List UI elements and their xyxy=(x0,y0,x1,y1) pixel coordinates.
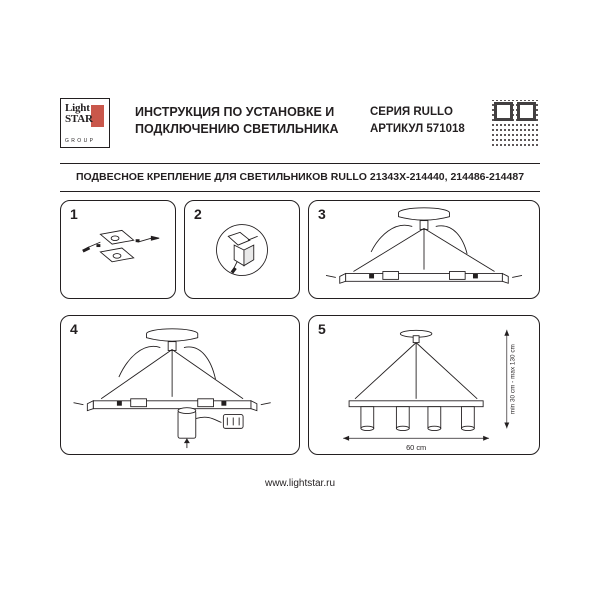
document-header xyxy=(60,98,540,148)
step-1-illustration xyxy=(61,201,175,298)
divider-top xyxy=(60,163,540,164)
height-dimension-label: min 30 cm - max 130 cm xyxy=(509,344,517,415)
series-info xyxy=(370,104,480,138)
logo-text xyxy=(65,103,93,125)
logo-line-1: Light xyxy=(65,102,90,114)
step-4-illustration xyxy=(61,316,299,454)
step-panel-2 xyxy=(184,200,300,299)
step-panel-4 xyxy=(60,315,300,455)
step-panel-5 xyxy=(308,315,540,455)
logo-subtext: GROUP xyxy=(65,138,96,144)
step-panel-3 xyxy=(308,200,540,299)
page-title: ИНСТРУКЦИЯ ПО УСТАНОВКЕ И ПОДКЛЮЧЕНИЮ СВЕТИЛЬНИКА xyxy=(135,105,339,136)
qr-code-icon xyxy=(490,98,540,148)
step-number-5: 5 xyxy=(318,321,326,337)
step-panel-1 xyxy=(60,200,176,299)
step-number-4: 4 xyxy=(70,321,78,337)
product-subtitle: ПОДВЕСНОЕ КРЕПЛЕНИЕ ДЛЯ СВЕТИЛЬНИКОВ RULLO 21343X-214440, 214486-214487 xyxy=(75,171,525,183)
step-number-1: 1 xyxy=(70,206,78,222)
brand-logo xyxy=(60,98,110,148)
step-5-illustration xyxy=(309,316,539,454)
website-link[interactable]: www.lightstar.ru xyxy=(264,478,336,489)
step-number-2: 2 xyxy=(194,206,202,222)
step-number-3: 3 xyxy=(318,206,326,222)
width-dimension-label: 60 cm xyxy=(406,443,427,453)
series-label: СЕРИЯ RULLO xyxy=(370,106,453,118)
step-2-illustration xyxy=(185,201,299,298)
logo-line-2: STAR xyxy=(65,113,93,125)
divider-bottom xyxy=(60,191,540,192)
article-label: АРТИКУЛ 571018 xyxy=(370,123,465,135)
step-3-illustration xyxy=(309,201,539,298)
